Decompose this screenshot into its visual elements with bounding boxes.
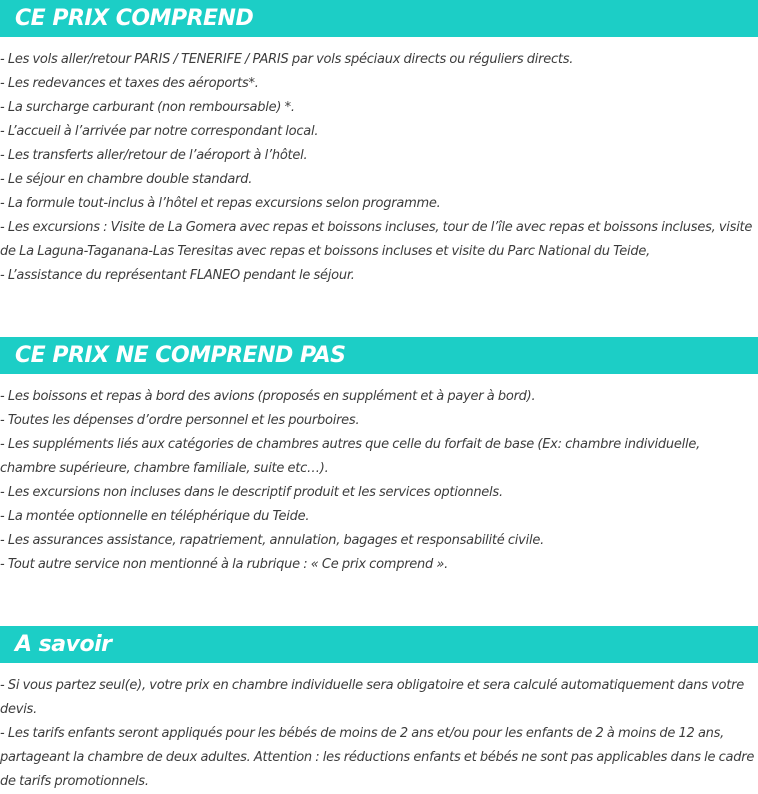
list-item: - L’accueil à l’arrivée par notre correspondant local. xyxy=(0,124,319,139)
section-price-excludes xyxy=(0,337,758,577)
section-price-includes xyxy=(0,0,758,288)
list-item: - Les excursions non incluses dans le descriptif produit et les services optionnels. xyxy=(0,485,503,500)
list-item: - Tout autre service non mentionné à la rubrique : « Ce prix comprend ». xyxy=(0,557,449,572)
list-item: - Les suppléments liés aux catégories de chambres autres que celle du forfait de base (Ex: chambre individuelle, chambre supérieure, chambre familiale, suite etc…). xyxy=(0,437,700,476)
list-item: - Les excursions : Visite de La Gomera avec repas et boissons incluses, tour de l’île avec repas et boissons incluses, visite de La Laguna-Taganana-Las Teresitas avec repas et boissons incluses et visite du Parc National du Teide, xyxy=(0,220,753,259)
list-item: - Les boissons et repas à bord des avions (proposés en supplément et à payer à bord). xyxy=(0,389,536,404)
excludes-list xyxy=(0,385,758,577)
section-good-to-know xyxy=(0,626,758,794)
list-item: - Les vols aller/retour PARIS / TENERIFE / PARIS par vols spéciaux directs ou réguliers directs. xyxy=(0,52,574,67)
list-item: - Les assurances assistance, rapatriement, annulation, bagages et responsabilité civile. xyxy=(0,533,544,548)
section-title: CE PRIX NE COMPREND PAS xyxy=(0,337,758,374)
info-list xyxy=(0,674,758,794)
list-item: - Les transferts aller/retour de l’aéroport à l’hôtel. xyxy=(0,148,308,163)
list-item: - La montée optionnelle en téléphérique du Teide. xyxy=(0,509,310,524)
list-item: - La formule tout-inclus à l’hôtel et repas excursions selon programme. xyxy=(0,196,441,211)
includes-list xyxy=(0,48,758,288)
list-item: - Les tarifs enfants seront appliqués pour les bébés de moins de 2 ans et/ou pour les enfants de 2 à moins de 12 ans, partageant la chambre de deux adultes. Attention : les réductions enfants et bébés ne sont pas applicables dans le cadre de tarifs promotionnels. xyxy=(0,726,755,789)
list-item: - Toutes les dépenses d’ordre personnel et les pourboires. xyxy=(0,413,360,428)
list-item: - La surcharge carburant (non remboursable) *. xyxy=(0,100,295,115)
section-title: CE PRIX COMPREND xyxy=(0,0,758,37)
list-item: - L’assistance du représentant FLANEO pendant le séjour. xyxy=(0,268,355,283)
list-item: - Les redevances et taxes des aéroports*. xyxy=(0,76,259,91)
list-item: - Si vous partez seul(e), votre prix en chambre individuelle sera obligatoire et sera calculé automatiquement dans votre devis. xyxy=(0,678,744,717)
section-title: A savoir xyxy=(0,626,758,663)
list-item: - Le séjour en chambre double standard. xyxy=(0,172,253,187)
